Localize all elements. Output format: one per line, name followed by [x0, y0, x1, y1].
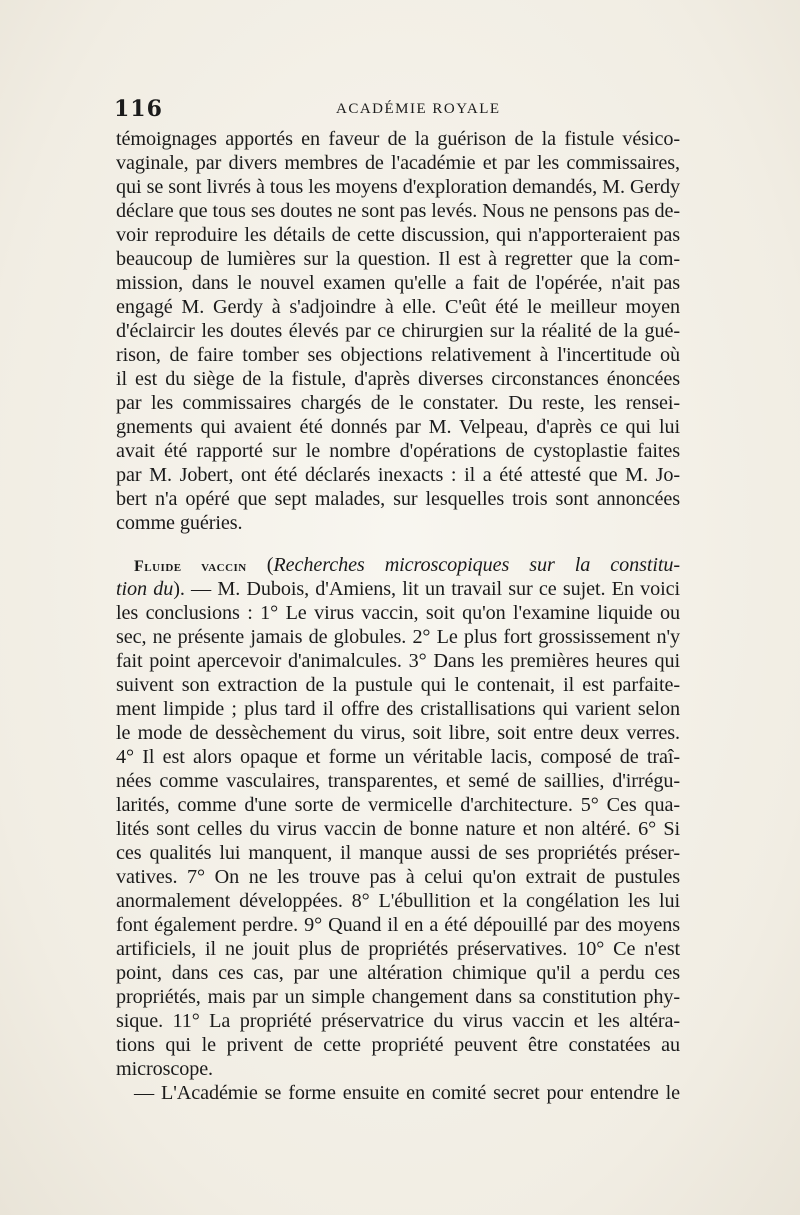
text-line: sec, ne présente jamais de globules. 2° Le plus fort grossissement n'y [116, 626, 680, 648]
text-line: propriétés, mais par un simple changement dans sa constitution phy- [116, 986, 680, 1008]
paragraph-fluide-vaccin [116, 553, 680, 1081]
first-line-rest: — M. Dubois, d'Amiens, lit un travail sur ce sujet. En voici [184, 578, 680, 600]
text-line: vaginale, par divers membres de l'académie et par les commissaires, [116, 152, 680, 174]
text-line: d'éclaircir les doutes élevés par ce chirurgien sur la réalité de la gué- [116, 320, 680, 342]
text-line: vatives. 7° On ne les trouve pas à celui qu'on extrait de pustules [116, 866, 680, 888]
paragraph-spacer [116, 535, 680, 553]
text-line: témoignages apportés en faveur de la guérison de la fistule vésico- [116, 128, 680, 150]
text-line: les conclusions : 1° Le virus vaccin, soit qu'on l'examine liquide ou [116, 602, 680, 624]
subtitle-line-2: tion du [116, 578, 174, 600]
body-text [116, 127, 680, 1105]
text-line: microscope. [116, 1058, 213, 1080]
text-line: ment limpide ; plus tard il offre des cristallisations qui varient selon [116, 698, 680, 720]
text-line: — L'Académie se forme ensuite en comité secret pour entendre le [134, 1082, 680, 1104]
subtitle-open-paren: ( [266, 554, 274, 576]
text-line: par M. Jobert, ont été déclarés inexacts : il a été attesté que M. Jo- [116, 464, 680, 486]
text-line: rison, de faire tomber ses objections relativement à l'incertitude où [116, 344, 680, 366]
heading-line [116, 553, 680, 577]
text-line: qui se sont livrés à tous les moyens d'exploration demandés, M. Gerdy [116, 176, 680, 198]
text-line: beaucoup de lumières sur la question. Il est à regretter que la com- [116, 248, 680, 270]
page-number: 116 [114, 96, 163, 122]
subtitle-close-paren: ). [173, 578, 185, 600]
text-line: lités sont celles du virus vaccin de bonne nature et non altéré. 6° Si [116, 818, 680, 840]
text-line: tions qui le privent de cette propriété peuvent être constatées au [116, 1034, 680, 1056]
text-line: bert n'a opéré que sept malades, sur lesquelles trois sont annoncées [116, 488, 680, 510]
text-line: point, dans ces cas, par une altération chimique qu'il a perdu ces [116, 962, 680, 984]
paragraph-comite-secret [116, 1081, 680, 1105]
text-line: suivent son extraction de la pustule qui le contenait, il est parfaite- [116, 674, 680, 696]
text-line: voir reproduire les détails de cette discussion, qui n'apporteraient pas [116, 224, 680, 246]
text-line: fait point apercevoir d'animalcules. 3° Dans les premières heures qui [116, 650, 680, 672]
text-line: anormalement développées. 8° L'ébullition et la congélation les lui [116, 890, 680, 912]
text-line: engagé M. Gerdy à s'adjoindre à elle. C'eût été le meilleur moyen [116, 296, 680, 318]
text-line: il est du siège de la fistule, d'après diverses circonstances énoncées [116, 368, 680, 390]
text-line: nées comme vasculaires, transparentes, et semé de saillies, d'irrégu- [116, 770, 680, 792]
text-line: gnements qui avaient été donnés par M. Velpeau, d'après ce qui lui [116, 416, 680, 438]
text-line: avait été rapporté sur le nombre d'opérations de cystoplastie faites [116, 440, 680, 462]
text-line: font également perdre. 9° Quand il en a été dépouillé par des moyens [116, 914, 680, 936]
page-header [114, 96, 674, 124]
text-line [116, 577, 680, 601]
section-heading: Fluide vaccin [134, 558, 247, 575]
text-line: artificiels, il ne jouit plus de propriétés préservatives. 10° Ce n'est [116, 938, 680, 960]
text-line: sique. 11° La propriété préservatrice du virus vaccin et les altéra- [116, 1010, 680, 1032]
text-line: larités, comme d'une sorte de vermicelle d'architecture. 5° Ces qua- [116, 794, 680, 816]
subtitle-line-1: Recherches microscopiques sur la constitu- [273, 554, 681, 576]
text-line: ces qualités lui manquent, il manque aussi de ses propriétés préser- [116, 842, 680, 864]
text-line: déclare que tous ses doutes ne sont pas levés. Nous ne pensons pas de- [116, 200, 680, 222]
text-line: comme guéries. [116, 512, 243, 534]
text-line: le mode de dessèchement du virus, soit libre, soit entre deux verres. [116, 722, 680, 744]
paragraph-fistule [116, 127, 680, 535]
running-head: ACADÉMIE ROYALE [336, 101, 501, 117]
text-line: par les commissaires chargés de le constater. Du reste, les rensei- [116, 392, 680, 414]
text-line: mission, dans le nouvel examen qu'elle a fait de l'opérée, n'ait pas [116, 272, 680, 294]
text-line: 4° Il est alors opaque et forme un véritable lacis, composé de traî- [116, 746, 680, 768]
